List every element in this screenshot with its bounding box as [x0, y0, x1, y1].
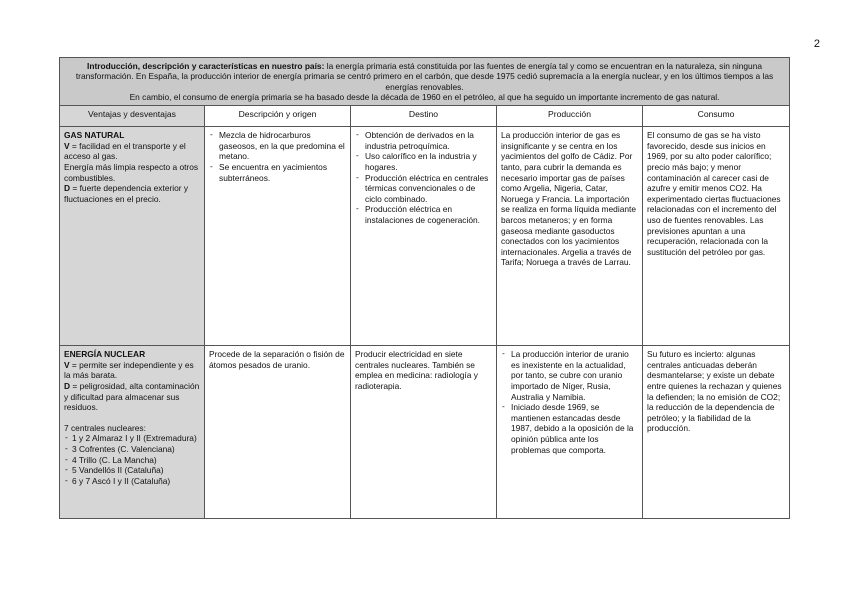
header-consumo: Consumo: [643, 106, 790, 127]
energy-table: [59, 57, 790, 519]
list-item: - 5 Vandellós II (Cataluña): [64, 465, 200, 476]
nuclear-produccion-cell: [497, 346, 643, 519]
nuclear-ventajas-cell: [60, 346, 205, 519]
list-item: - Producción eléctrica en centrales térmicas convencionales o de ciclo combinado.: [355, 173, 492, 205]
gas-ventajas-cell: [60, 127, 205, 346]
nuclear-destino-cell: Producir electricidad en siete centrales nucleares. También se emplea en medicina: radiología y radioterapia.: [351, 346, 497, 519]
intro-row: [60, 58, 790, 106]
intro-lead: Introducción, descripción y características en nuestro país:: [87, 61, 325, 71]
list-item: - 4 Trillo (C. La Mancha): [64, 455, 200, 466]
list-item: - Obtención de derivados en la industria petroquímica.: [355, 130, 492, 151]
nuclear-title: ENERGÍA NUCLEAR: [64, 349, 146, 360]
gas-extra: Energía más limpia respecto a otros combustibles.: [64, 161, 199, 183]
list-item: - Uso calorífico en la industria y hogares.: [355, 151, 492, 172]
list-item: - 3 Cofrentes (C. Valenciana): [64, 444, 200, 455]
gas-produccion-cell: La producción interior de gas es insignificante y se centra en los yacimientos del golfo de Cádiz. Por tanto, para cubrir la demanda es necesario importar gas de países como Argelia, Nigeria, Catar, Noruega y Francia. La importación se realiza en forma líquida mediante barcos metaneros; y en forma gaseosa mediante gasoductos conectados con los yacimientos internacionales. Argelia a través de Tarifa; Noruega a través de Larrau.: [497, 127, 643, 346]
gas-destino-list: [355, 130, 492, 225]
gas-descripcion-list: [209, 130, 346, 183]
intro-cell: [60, 58, 790, 106]
centrales-title: 7 centrales nucleares:: [64, 422, 146, 433]
page-number: 2: [813, 38, 820, 50]
nuclear-consumo-cell: Su futuro es incierto: algunas centrales anticuadas deberán desmantelarse; y existe un debate entre quienes la rechazan y quienes la defienden; la no emisión de CO2; la reducción de la dependencia de petróleo; y la fiabilidad de la producción.: [643, 346, 790, 519]
list-item: - Iniciado desde 1969, se mantienen estancadas desde 1987, debido a la oposición de la opinión pública ante los problemas que comporta.: [501, 402, 638, 455]
gas-destino-cell: [351, 127, 497, 346]
table-row-energia-nuclear: [60, 346, 790, 519]
intro-line2: En cambio, el consumo de energía primaria se ha basado desde la década de 1960 en el petróleo, al que ha seguido un importante incremento de gas natural.: [129, 91, 720, 102]
nuclear-desventaja: D = peligrosidad, alta contaminación y dificultad para almacenar sus residuos.: [64, 380, 200, 413]
list-item: - 1 y 2 Almaraz I y II (Extremadura): [64, 433, 200, 444]
list-item: - Producción eléctrica en instalaciones de cogeneración.: [355, 204, 492, 225]
list-item: - La producción interior de uranio es inexistente en la actualidad, por tanto, se cubre con uranio importado de Níger, Rusia, Australia y Namibia.: [501, 349, 638, 402]
table-row-gas-natural: [60, 127, 790, 346]
nuclear-descripcion-cell: Procede de la separación o fisión de átomos pesados de uranio.: [205, 346, 351, 519]
nuclear-produccion-list: [501, 349, 638, 455]
header-descripcion: Descripción y origen: [205, 106, 351, 127]
nuclear-ventaja: V = permite ser independiente y es la más barata.: [64, 359, 194, 381]
header-destino: Destino: [351, 106, 497, 127]
gas-ventaja: V = facilidad en el transporte y el acceso al gas.: [64, 140, 186, 162]
header-row: [60, 106, 790, 127]
list-item: - Se encuentra en yacimientos subterráneos.: [209, 162, 346, 183]
list-item: - 6 y 7 Ascó I y II (Cataluña): [64, 476, 200, 487]
header-ventajas: Ventajas y desventajas: [60, 106, 205, 127]
gas-desventaja: D = fuerte dependencia exterior y fluctuaciones en el precio.: [64, 183, 189, 204]
gas-descripcion-cell: [205, 127, 351, 346]
gas-title: GAS NATURAL: [64, 130, 125, 141]
centrales-list: [64, 433, 200, 486]
gas-consumo-cell: El consumo de gas se ha visto favorecido, desde sus inicios en 1969, por su alto poder calorífico; precio más bajo; y menor contaminación al carecer casi de azufre y emitir menos CO2. Ha experimentado ciertas fluctuaciones relacionadas con el incremento del uso de fuentes renovables. Las previsiones apuntan a una recuperación, relacionada con la sustitución del petróleo por gas.: [643, 127, 790, 346]
header-produccion: Producción: [497, 106, 643, 127]
list-item: - Mezcla de hidrocarburos gaseosos, en la que predomina el metano.: [209, 130, 346, 162]
intro-line1: la energía primaria está constituida por las fuentes de energía tal y como se encuentran en la naturaleza, sin ninguna transformación. En España, la producción interior de energía primaria se centró primero en el carbón, que desde 1975 cedió supremacía a la energía nuclear, y en los últimos tiempos a las energías renovables.: [75, 61, 774, 92]
